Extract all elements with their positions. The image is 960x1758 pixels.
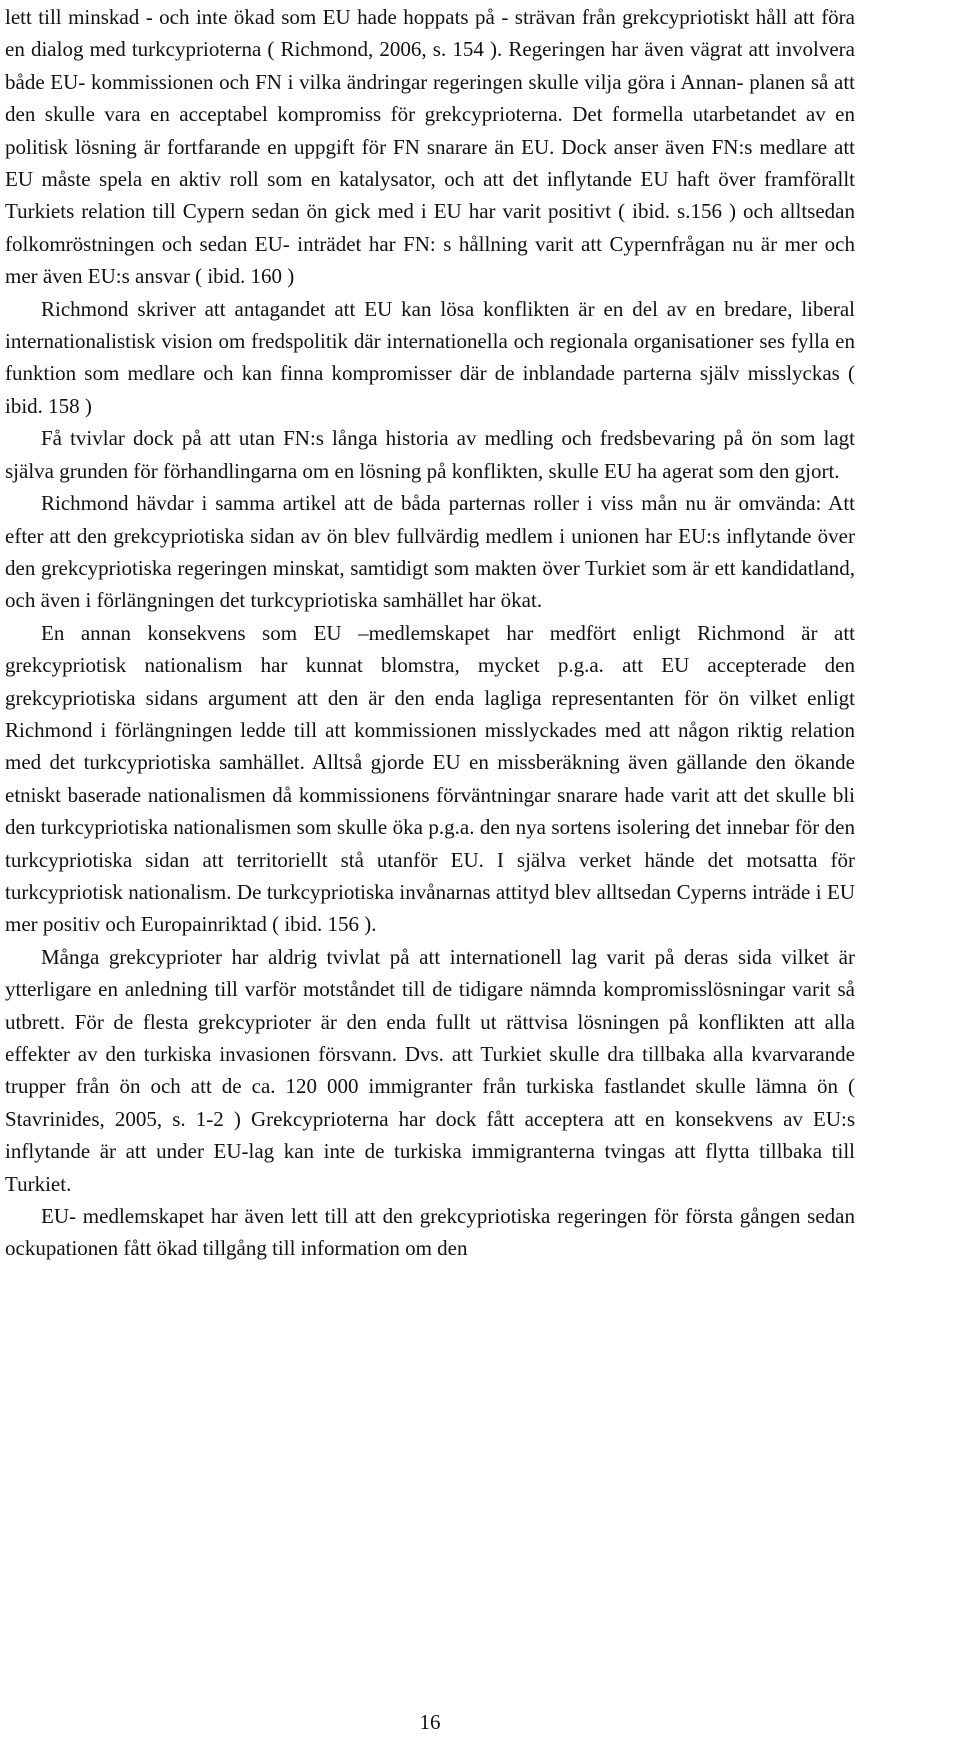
paragraph: Richmond skriver att antagandet att EU kan lösa konflikten är en del av en bredare, liberal internationalistisk vision om fredspolitik där internationella och regionala organisationer ses fylla en funktion som medlare och kan finna kompromisser där de inblandade parterna själv misslyckas ( ibid. 158 ) — [5, 296, 855, 418]
body-text — [5, 1, 855, 1265]
paragraph: Få tvivlar dock på att utan FN:s långa historia av medling och fredsbevaring på ön som lagt själva grunden för förhandlingarna om en lösning på konflikten, skulle EU ha agerat som den gjort. — [5, 426, 855, 483]
paragraph: EU- medlemskapet har även lett till att den grekcypriotiska regeringen för första gången sedan ockupationen fått ökad tillgång till information om den — [5, 1204, 855, 1261]
page-number: 16 — [419, 1710, 441, 1734]
paragraph-continuation: lett till minskad - och inte ökad som EU hade hoppats på - strävan från grekcypriotiskt håll att föra en dialog med turkcyprioterna ( Richmond, 2006, s. 154 ). Regeringen har även vägrat att involvera både EU- kommissionen och FN i vilka ändringar regeringen skulle vilja göra i Annan- planen så att den skulle vara en acceptabel kompromiss för grekcyprioterna. Det formella utarbetandet av en politisk lösning är fortfarande en uppgift för FN snarare än EU. Dock anser även FN:s medlare att EU måste spela en aktiv roll som en katalysator, och att det inflytande EU haft över framförallt Turkiets relation till Cypern sedan ön gick med i EU har varit positivt ( ibid. s.156 ) och alltsedan folkomröstningen och sedan EU- inträdet har FN: s hållning varit att Cypernfrågan nu är mer och mer även EU:s ansvar ( ibid. 160 ) — [5, 5, 855, 289]
paragraph: Många grekcyprioter har aldrig tvivlat på att internationell lag varit på deras sida vilket är ytterligare en anledning till varför motståndet till de tidigare nämnda kompromisslösningar varit så utbrett. För de flesta grekcyprioter är den enda fullt ut rättvisa lösningen på konflikten att alla effekter av den turkiska invasionen försvann. Dvs. att Turkiet skulle dra tillbaka alla kvarvarande trupper från ön och att de ca. 120 000 immigranter från turkiska fastlandet skulle lämna ön ( Stavrinides, 2005, s. 1-2 ) Grekcyprioterna har dock fått acceptera att en konsekvens av EU:s inflytande är att under EU-lag kan inte de turkiska immigranterna tvingas att flytta tillbaka till Turkiet. — [5, 944, 855, 1196]
paragraph: En annan konsekvens som EU –medlemskapet har medfört enligt Richmond är att grekcypriotisk nationalism har kunnat blomstra, mycket p.g.a. att EU accepterade den grekcypriotiska sidans argument att den är den enda lagliga representanten för ön vilket enligt Richmond i förlängningen ledde till att kommissionen misslyckades med att någon riktig relation med det turkcypriotiska samhället. Alltså gjorde EU en missberäkning även gällande den ökande etniskt baserade nationalismen då kommissionens förväntningar snarare hade varit att det skulle bli den turkcypriotiska nationalismen som skulle öka p.g.a. den nya sortens isolering det innebar för den turkcypriotiska sidan att territoriellt stå utanför EU. I själva verket hände det motsatta för turkcypriotisk nationalism. De turkcypriotiska invånarnas attityd blev alltsedan Cyperns inträde i EU mer positiv och Europainriktad ( ibid. 156 ). — [5, 620, 855, 937]
paragraph: Richmond hävdar i samma artikel att de båda parternas roller i viss mån nu är omvända: Att efter att den grekcypriotiska sidan av ön blev fullvärdig medlem i unionen har EU:s inflytande över den grekcypriotiska regeringen minskat, samtidigt som makten över Turkiet som är ett kandidatland, och även i förlängningen det turkcypriotiska samhället har ökat. — [5, 491, 855, 613]
